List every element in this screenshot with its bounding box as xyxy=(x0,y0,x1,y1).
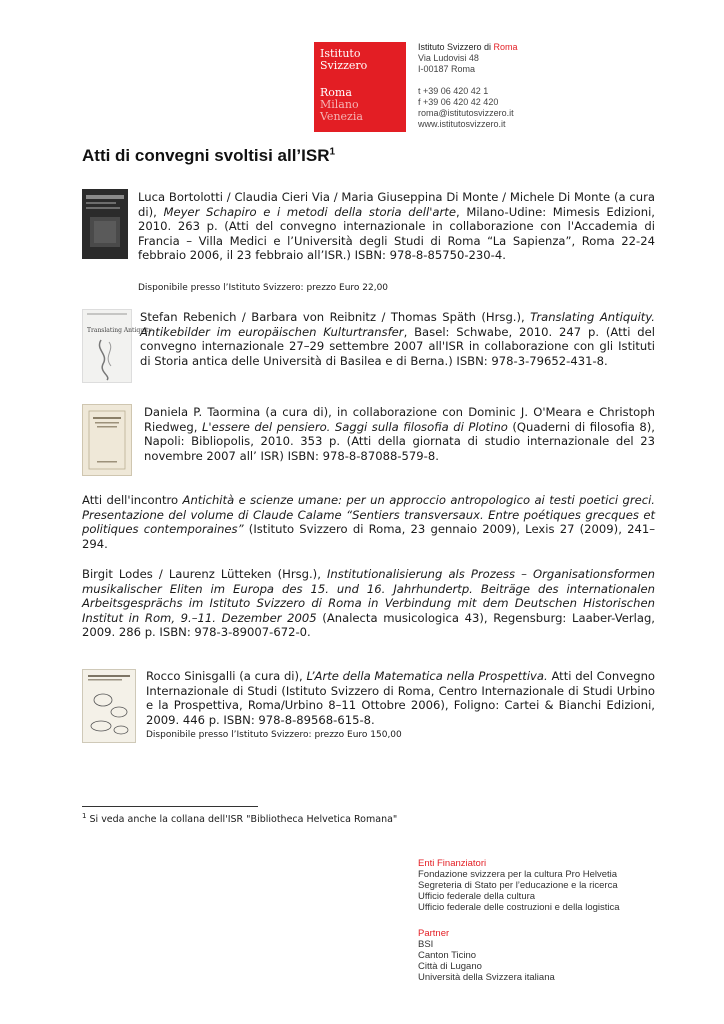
address-block xyxy=(418,42,518,130)
footnote-number: 1 xyxy=(82,812,87,820)
partner-item: BSI xyxy=(418,939,434,950)
entry-title: L'essere del pensiero. Saggi sulla filosofia di Plotino xyxy=(201,419,508,434)
entry-details: (Istituto Svizzero di Roma, 23 gennaio 2009), Lexis 27 (2009), 241–294. xyxy=(82,522,655,551)
entry-2 xyxy=(140,310,655,368)
page-title-text: Atti di convegni svoltisi all’ISR xyxy=(82,146,330,165)
entry-title: Meyer Schapiro e i metodi della storia dell'arte xyxy=(163,204,456,219)
funder-item: Segreteria di Stato per l’educazione e la ricerca xyxy=(418,880,618,891)
partners-heading: Partner xyxy=(418,928,450,939)
footnote-text: Si veda anche la collana dell'ISR "Bibliotheca Helvetica Romana" xyxy=(89,814,398,826)
website-link[interactable]: www.istitutosvizzero.it xyxy=(418,119,506,129)
entry-details: (Quaderni di filosofia 8), Napoli: Bibliopolis, 2010. 353 p. (Atti della giornata di studio internazionale del 23 novembre 2007 all’ ISR) ISBN: 978-8-87088-579-8. xyxy=(144,419,655,463)
entry-6 xyxy=(146,669,655,727)
entry-1-availability: Disponibile presso l’Istituto Svizzero: prezzo Euro 22,00 xyxy=(138,283,389,293)
entry-title: Antichità e scienze umane: per un approccio antropologico ai testi poetici greci. Presentazione del volume di Claude Calame “Sentiers transversaux. Entre poétiques grecques et politiques contemporaines” xyxy=(82,493,655,537)
entry-details: (Analecta musicologica 43), Regensburg: Laaber-Verlag, 2009. 286 p. ISBN: 978-3-89007-672-0. xyxy=(82,610,655,640)
telephone: t +39 06 420 42 1 xyxy=(418,86,489,96)
entry-title: L’Arte della Matematica nella Prospettiva. xyxy=(306,669,548,683)
institute-city: Roma xyxy=(493,42,518,52)
partner-item: Città di Lugano xyxy=(418,961,482,972)
entry-details: Atti del Convegno Internazionale di Studi (Istituto Svizzero di Roma, Centro Internazionale di Studi Urbino e la Prospettiva, Roma/Urbino 8–11 Ottobre 2006), Foligno: Cartei & Bianchi Edizioni, 2009. 446 p. ISBN: 978-8-89568-615-8. xyxy=(146,669,656,727)
entry-authors: Rocco Sinisgalli (a cura di), xyxy=(146,669,307,683)
entry-1 xyxy=(138,190,655,263)
entry-6-availability: Disponibile presso l’Istituto Svizzero: prezzo Euro 150,00 xyxy=(146,730,402,740)
institute-name-text: Istituto Svizzero di xyxy=(418,42,494,52)
entry-authors: Atti dell'incontro xyxy=(82,493,183,507)
city: I-00187 Roma xyxy=(418,64,476,74)
funder-item: Fondazione svizzera per la cultura Pro Helvetia xyxy=(418,869,618,880)
funders-heading: Enti Finanziatori xyxy=(418,858,487,869)
logo-line: Venezia xyxy=(320,110,363,123)
book-cover-translating-antiquity xyxy=(82,309,152,383)
entry-title: Institutionalisierung als Prozess – Organisationsformen musikalischer Eliten im Europa des 15. und 16. Jahrhundertp. Beiträge des internationalen Arbeitsgesprächs im Istituto Svizzero di Roma in Verbindung mit dem Deutschen Historischen Institut in Rom, 9.–11. Dezember 2005 xyxy=(82,567,655,625)
funder-item: Ufficio federale delle costruzioni e della logistica xyxy=(418,902,620,913)
entry-4 xyxy=(82,493,655,551)
entry-authors: Birgit Lodes / Laurenz Lütteken (Hrsg.), xyxy=(82,567,327,581)
footnote-divider xyxy=(82,806,258,807)
partner-item: Università della Svizzera italiana xyxy=(418,972,555,983)
logo-line: Svizzero xyxy=(320,59,368,72)
book-cover-essere-del-pensiero xyxy=(82,404,132,476)
cover-art xyxy=(83,670,135,742)
entry-authors: Daniela P. Taormina (a cura di), in collaborazione con Dominic J. O'Meara e Christoph Riedweg, xyxy=(144,405,655,434)
entry-details: , Milano-Udine: Mimesis Edizioni, 2010. 263 p. (Atti del convegno internazionale in collaborazione con l'Accademia di Francia – Villa Medici e l’Università degli Studi di Roma “La Sapienza”, Roma 22-24 febbraio 2006, il 23 febbraio all’ISR.) ISBN: 978-8-85750-230-4. xyxy=(138,204,655,263)
book-cover-arte-matematica xyxy=(82,669,136,743)
cover-art xyxy=(83,405,131,475)
entry-3 xyxy=(144,405,655,463)
institute-name xyxy=(418,42,518,53)
footnote xyxy=(82,812,397,825)
funder-item: Ufficio federale della cultura xyxy=(418,891,536,902)
entry-5 xyxy=(82,567,655,640)
entry-authors: Luca Bortolotti / Claudia Cieri Via / Maria Giuseppina Di Monte / Michele Di Monte (a cura di), xyxy=(138,190,655,219)
footnote-ref[interactable]: 1 xyxy=(329,146,336,158)
entry-title: Translating Antiquity. Antikebilder im europäischen Kulturtransfer xyxy=(140,310,655,339)
logo-line: Milano xyxy=(320,98,359,111)
cover-art xyxy=(83,310,152,382)
logo-line: Roma xyxy=(320,86,352,99)
email-link[interactable]: roma@istitutosvizzero.it xyxy=(418,108,514,118)
fax: f +39 06 420 42 420 xyxy=(418,97,499,107)
street: Via Ludovisi 48 xyxy=(418,53,479,63)
funders-block xyxy=(418,858,620,983)
page-title xyxy=(82,146,335,166)
logo-line: Istituto xyxy=(320,47,361,60)
entry-details: , Basel: Schwabe, 2010. 247 p. (Atti del convegno internazionale 27–29 settembre 2007 all'ISR in collaborazione con gli Istituti di Storia antica delle Università di Basilea e di Berna.) ISBN: 978-3-79652-431-8. xyxy=(140,324,655,368)
institute-logo xyxy=(314,42,406,132)
book-cover-meyer-schapiro xyxy=(82,189,128,259)
entry-authors: Stefan Rebenich / Barbara von Reibnitz / Thomas Späth (Hrsg.), xyxy=(140,310,531,324)
cover-art xyxy=(82,189,128,259)
cover-title: Translating Antiquity xyxy=(87,327,152,334)
partner-item: Canton Ticino xyxy=(418,950,477,961)
